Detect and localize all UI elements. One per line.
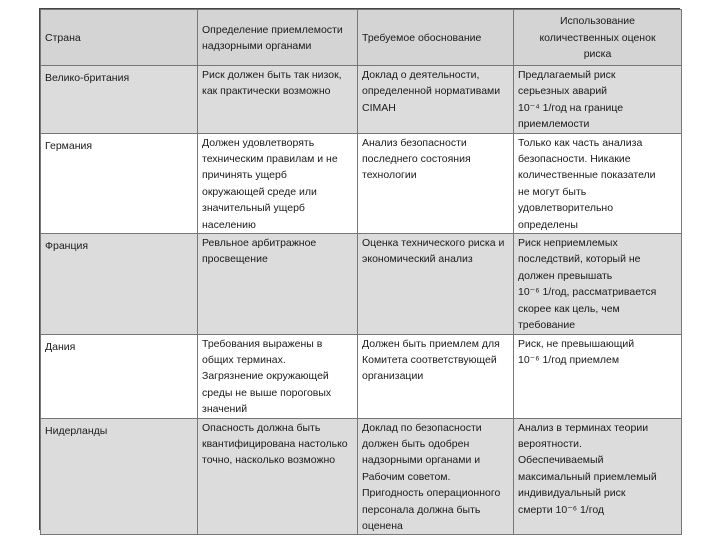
table-row	[41, 234, 682, 334]
cell-justification: Должен быть приемлем для Комитета соответствующей организации	[358, 334, 514, 418]
header-justification: Требуемое обоснование	[358, 10, 514, 66]
cell-definition: Риск должен быть так низок, как практически возможно	[198, 66, 358, 134]
header-definition: Определение приемлемости надзорными органами	[198, 10, 358, 66]
cell-justification: Доклад по безопасности должен быть одобрен надзорными органами и Рабочим советом. Пригодность операционного персонала должна быть оценена	[358, 418, 514, 535]
cell-definition: Требования выражены в общих терминах. Загрязнение окружающей среды не выше пороговых значений	[198, 334, 358, 418]
cell-country: Германия	[41, 133, 198, 233]
cell-definition: Должен удовлетворять техническим правилам и не причинять ущерб окружающей среде или значительный ущерб населению	[198, 133, 358, 233]
header-country: Страна	[41, 10, 198, 66]
header-row	[41, 10, 682, 66]
cell-justification: Доклад о деятельности, определенной нормативами CIMAH	[358, 66, 514, 134]
cell-quantitative: Анализ в терминах теории вероятности. Обеспечиваемый максимальный приемлемый индивидуальный риск смерти 10⁻⁶ 1/год	[514, 418, 682, 535]
header-quantitative: Использование количественных оценок риска	[514, 10, 682, 66]
risk-regulation-table	[40, 9, 682, 535]
cell-quantitative: Риск неприемлемых последствий, который не должен превышать 10⁻⁶ 1/год, рассматривается скорее как цель, чем требование	[514, 234, 682, 334]
table-row	[41, 66, 682, 134]
table-row	[41, 334, 682, 418]
cell-definition: Ревльное арбитражное просвещение	[198, 234, 358, 334]
cell-quantitative: Предлагаемый риск серьезных аварий 10⁻⁴ 1/год на границе приемлемости	[514, 66, 682, 134]
cell-country: Франция	[41, 234, 198, 334]
cell-definition: Опасность должна быть квантифицирована настолько точно, насколько возможно	[198, 418, 358, 535]
table-row	[41, 418, 682, 535]
cell-quantitative: Риск, не превышающий 10⁻⁶ 1/год приемлем	[514, 334, 682, 418]
cell-justification: Анализ безопасности последнего состояния технологии	[358, 133, 514, 233]
risk-regulation-table-container	[39, 8, 680, 530]
cell-country: Велико-британия	[41, 66, 198, 134]
cell-quantitative: Только как часть анализа безопасности. Никакие количественные показатели не могут быть удовлетворительно определены	[514, 133, 682, 233]
cell-country: Дания	[41, 334, 198, 418]
table-row	[41, 133, 682, 233]
cell-justification: Оценка технического риска и экономический анализ	[358, 234, 514, 334]
cell-country: Нидерланды	[41, 418, 198, 535]
